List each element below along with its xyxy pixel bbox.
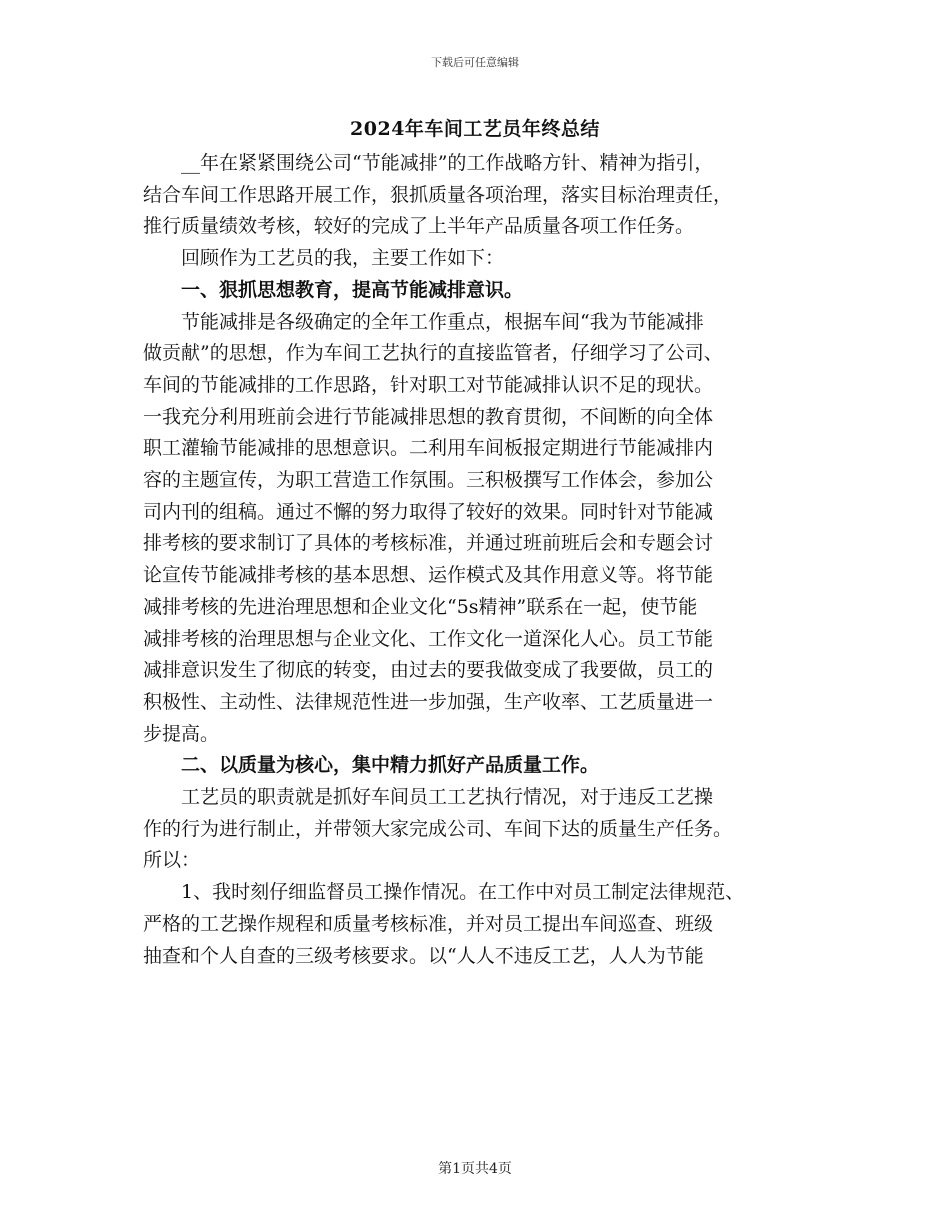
paragraph-line: 工艺员的职责就是抓好车间员工工艺执行情况，对于违反工艺操 bbox=[181, 786, 714, 809]
paragraph-line: 减排意识发生了彻底的转变，由过去的要我做变成了我要做，员工的 bbox=[143, 659, 714, 682]
paragraph-line: 回顾作为工艺员的我，主要工作如下： bbox=[181, 247, 505, 270]
paragraph-line: 一我充分利用班前会进行节能减排思想的教育贯彻，不间断的向全体 bbox=[143, 405, 714, 428]
paragraph-line: 推行质量绩效考核，较好的完成了上半年产品质量各项工作任务。 bbox=[143, 215, 695, 238]
page-header-note: 下载后可任意编辑 bbox=[431, 56, 519, 69]
paragraph-line: 步提高。 bbox=[143, 722, 220, 745]
paragraph-line: 1、我时刻仔细监督员工操作情况。在工作中对员工制定法律规范、 bbox=[181, 881, 745, 904]
paragraph-line: 容的主题宣传，为职工营造工作氛围。三积极撰写工作体会，参加公 bbox=[143, 469, 714, 492]
paragraph-line: 论宣传节能减排考核的基本思想、运作模式及其作用意义等。将节能 bbox=[143, 564, 714, 587]
document-title: 2024年车间工艺员年终总结 bbox=[350, 118, 600, 140]
paragraph-line: 排考核的要求制订了具体的考核标准，并通过班前班后会和专题会讨 bbox=[143, 532, 714, 555]
paragraph-line: __年在紧紧围绕公司“节能减排”的工作战略方针、精神为指引， bbox=[181, 152, 714, 174]
document-body bbox=[143, 148, 833, 972]
paragraph-line: 结合车间工作思路开展工作，狠抓质量各项治理，落实目标治理责任， bbox=[143, 183, 733, 206]
paragraph-line: 车间的节能减排的工作思路，针对职工对节能减排认识不足的现状。 bbox=[143, 373, 714, 396]
section-heading: 二、以质量为核心，集中精力抓好产品质量工作。 bbox=[181, 754, 600, 777]
paragraph-line: 作的行为进行制止，并带领大家完成公司、车间下达的质量生产任务。 bbox=[143, 817, 733, 840]
paragraph-line: 职工灌输节能减排的思想意识。二利用车间板报定期进行节能减排内 bbox=[143, 437, 714, 460]
section-heading: 一、狠抓思想教育，提高节能减排意识。 bbox=[181, 278, 524, 301]
paragraph-line: 抽查和个人自查的三级考核要求。以“人人不违反工艺，人人为节能 bbox=[143, 944, 704, 967]
page-number: 第1页共4页 bbox=[438, 1161, 512, 1177]
paragraph-line: 减排考核的先进治理思想和企业文化“5s精神”联系在一起，使节能 bbox=[143, 595, 698, 618]
paragraph-line: 节能减排是各级确定的全年工作重点，根据车间“我为节能减排 bbox=[181, 310, 704, 333]
paragraph-line: 严格的工艺操作规程和质量考核标准，并对员工提出车间巡查、班级 bbox=[143, 912, 714, 935]
paragraph-line: 做贡献”的思想，作为车间工艺执行的直接监管者，仔细学习了公司、 bbox=[143, 342, 723, 365]
paragraph-line: 所以： bbox=[143, 849, 201, 872]
paragraph-line: 司内刊的组稿。通过不懈的努力取得了较好的效果。同时针对节能减 bbox=[143, 500, 714, 523]
paragraph-line: 减排考核的治理思想与企业文化、工作文化一道深化人心。员工节能 bbox=[143, 627, 714, 650]
paragraph-line: 积极性、主动性、法律规范性进一步加强，生产收率、工艺质量进一 bbox=[143, 690, 714, 713]
